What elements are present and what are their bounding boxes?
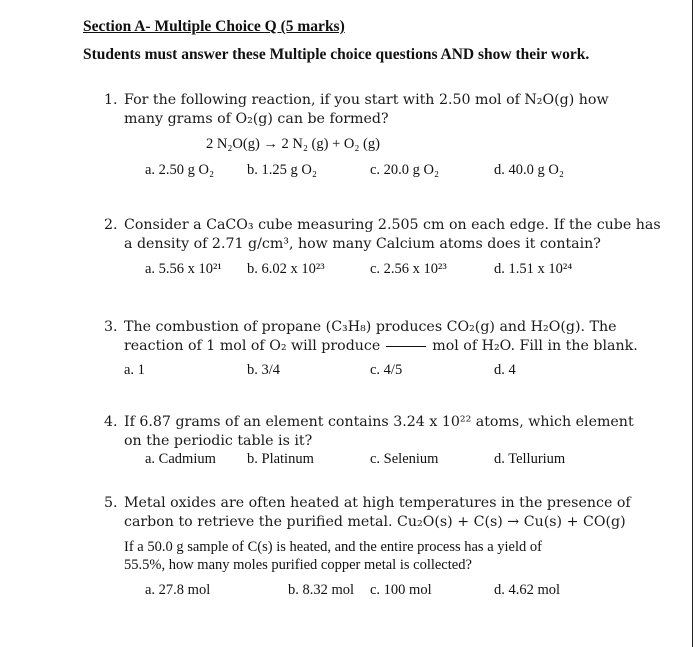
option-a[interactable]: a. Cadmium: [145, 451, 216, 467]
question-text-line: If 6.87 grams of an element contains 3.24 x 10²² atoms, which element: [124, 414, 634, 430]
question-text-line: For the following reaction, if you start with 2.50 mol of N₂O(g) how: [124, 92, 609, 108]
question-text-line: The combustion of propane (C₃H₈) produces CO₂(g) and H₂O(g). The: [124, 319, 617, 335]
question-text-line: many grams of O₂(g) can be formed?: [124, 111, 389, 127]
option-a[interactable]: a. 1: [124, 362, 145, 378]
option-b[interactable]: b. 1.25 g O₂: [247, 162, 317, 178]
page-border: [692, 0, 693, 647]
question-number: 2.: [104, 217, 118, 233]
question-text-after-blank: mol of H₂O. Fill in the blank.: [432, 338, 638, 354]
option-c[interactable]: c. 2.56 x 10²³: [370, 261, 447, 277]
option-a[interactable]: a. 5.56 x 10²¹: [145, 261, 222, 277]
question-text-line: a density of 2.71 g/cm³, how many Calcium atoms does it contain?: [124, 236, 601, 252]
question-text-line: [124, 337, 638, 356]
question-number: 3.: [104, 319, 118, 335]
option-b[interactable]: b. 6.02 x 10²³: [247, 261, 325, 277]
option-d[interactable]: d. 1.51 x 10²⁴: [494, 261, 573, 277]
option-c[interactable]: c. 4/5: [370, 362, 403, 378]
section-title: Section A- Multiple Choice Q (5 marks): [83, 18, 345, 35]
option-c[interactable]: c. 100 mol: [370, 582, 432, 598]
question-number: 5.: [104, 495, 118, 511]
option-c[interactable]: c. 20.0 g O₂: [370, 162, 440, 178]
option-b[interactable]: b. 8.32 mol: [288, 582, 355, 598]
option-d[interactable]: d. 4: [494, 362, 516, 378]
question-text-line: Consider a CaCO₃ cube measuring 2.505 cm on each edge. If the cube has: [124, 217, 661, 233]
option-a[interactable]: a. 27.8 mol: [145, 582, 211, 598]
question-text-line: Metal oxides are often heated at high temperatures in the presence of: [124, 495, 631, 511]
instructions: Students must answer these Multiple choice questions AND show their work.: [83, 46, 590, 63]
option-a[interactable]: a. 2.50 g O₂: [145, 162, 215, 178]
option-d[interactable]: d. 4.62 mol: [494, 582, 561, 598]
option-d[interactable]: d. Tellurium: [494, 451, 566, 467]
question-number: 1.: [104, 92, 118, 108]
reaction-equation: 2 N₂O(g) → 2 N₂ (g) + O₂ (g): [206, 136, 380, 152]
question-text-line: 55.5%, how many moles purified copper metal is collected?: [124, 557, 472, 573]
fill-in-blank[interactable]: [386, 345, 426, 347]
question-number: 4.: [104, 414, 118, 430]
option-b[interactable]: b. Platinum: [247, 451, 314, 467]
question-text-line: If a 50.0 g sample of C(s) is heated, and the entire process has a yield of: [124, 539, 542, 555]
option-b[interactable]: b. 3/4: [247, 362, 281, 378]
option-d[interactable]: d. 40.0 g O₂: [494, 162, 564, 178]
option-c[interactable]: c. Selenium: [370, 451, 439, 467]
question-text-line: on the periodic table is it?: [124, 433, 313, 449]
question-text-line: carbon to retrieve the purified metal. Cu₂O(s) + C(s) → Cu(s) + CO(g): [124, 514, 626, 530]
question-text-before-blank: reaction of 1 mol of O₂ will produce: [124, 338, 381, 354]
